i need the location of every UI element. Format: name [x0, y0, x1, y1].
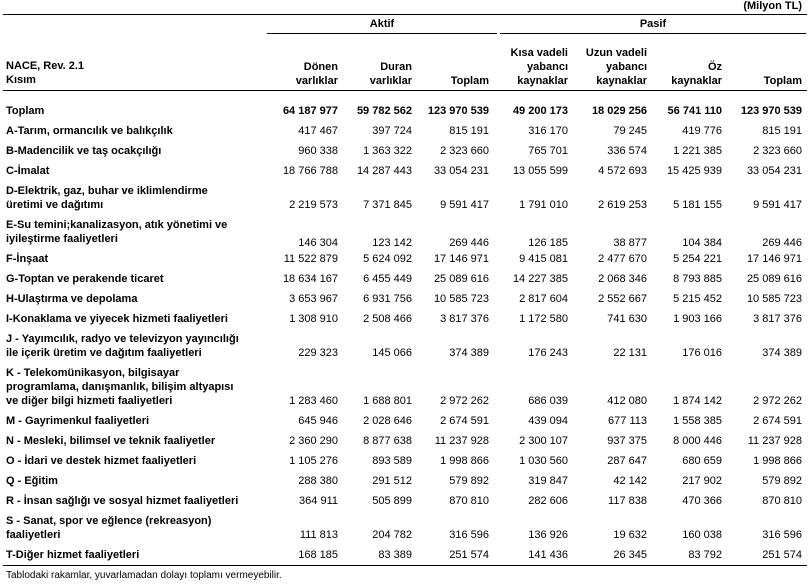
header-rule	[3, 90, 807, 91]
cell-col-4: 4 572 693	[598, 165, 647, 177]
cell-col-3: 686 039	[528, 395, 568, 407]
cell-col-1: 123 142	[372, 237, 412, 249]
cell-col-3: 2 817 604	[519, 293, 568, 305]
header-nace-line2: Kısım	[6, 74, 36, 86]
cell-col-5: 1 558 385	[673, 415, 722, 427]
column-header-line: kaynaklar	[517, 75, 568, 87]
cell-col-3: 319 847	[528, 475, 568, 487]
unit-label: (Milyon TL)	[743, 0, 802, 12]
row-label	[6, 366, 264, 408]
row-label	[6, 514, 264, 542]
cell-col-1: 291 512	[372, 475, 412, 487]
table-row	[0, 252, 810, 270]
cell-col-2: 374 389	[449, 347, 489, 359]
cell-col-2: 251 574	[449, 549, 489, 561]
row-label-line: K - Telekomünikasyon, bilgisayar	[6, 367, 180, 379]
cell-col-5: 56 741 110	[667, 105, 722, 117]
cell-col-4: 287 647	[607, 455, 647, 467]
table-row	[0, 474, 810, 492]
cell-col-2: 10 585 723	[433, 293, 489, 305]
cell-col-1: 14 287 443	[356, 165, 412, 177]
cell-col-5: 5 181 155	[673, 199, 722, 211]
cell-col-0: 417 467	[298, 125, 338, 137]
cell-col-4: 26 345	[613, 549, 647, 561]
cell-col-6: 374 389	[762, 347, 802, 359]
cell-col-3: 136 926	[528, 529, 568, 541]
group-header-aktif: Aktif	[369, 18, 395, 30]
cell-col-4: 336 574	[607, 145, 647, 157]
cell-col-6: 269 446	[762, 237, 802, 249]
column-header-line: Dönen	[303, 61, 338, 73]
cell-col-5: 5 254 221	[673, 253, 722, 265]
column-header-line: Öz	[707, 61, 722, 73]
cell-col-1: 1 363 322	[363, 145, 412, 157]
cell-col-5: 8 793 885	[673, 273, 722, 285]
table-row	[0, 494, 810, 512]
column-header-line: kaynaklar	[596, 75, 647, 87]
column-header-1	[370, 60, 412, 88]
row-label	[6, 548, 264, 562]
column-header-2	[451, 74, 489, 88]
column-header-line: Toplam	[763, 75, 802, 87]
cell-col-2: 269 446	[449, 237, 489, 249]
cell-col-5: 176 016	[682, 347, 722, 359]
cell-col-1: 145 066	[372, 347, 412, 359]
cell-col-2: 2 323 660	[440, 145, 489, 157]
cell-col-4: 2 068 346	[598, 273, 647, 285]
row-label	[6, 292, 264, 306]
cell-col-2: 3 817 376	[440, 313, 489, 325]
cell-col-2: 870 810	[449, 495, 489, 507]
cell-col-5: 8 000 446	[673, 435, 722, 447]
cell-col-6: 251 574	[762, 549, 802, 561]
cell-col-6: 11 237 928	[747, 435, 802, 447]
row-label-line: M - Gayrimenkul faaliyetleri	[6, 415, 150, 427]
table-row	[0, 434, 810, 452]
table-row	[0, 144, 810, 162]
cell-col-2: 17 146 971	[433, 253, 489, 265]
row-label	[6, 454, 264, 468]
cell-col-1: 505 899	[372, 495, 412, 507]
table-row	[0, 366, 810, 412]
cell-col-4: 79 245	[613, 125, 647, 137]
cell-col-1: 6 931 756	[363, 293, 412, 305]
cell-col-0: 288 380	[298, 475, 338, 487]
cell-col-2: 33 054 231	[433, 165, 489, 177]
row-label-line: B-Madencilik ve taş ocakçılığı	[6, 145, 162, 157]
cell-col-6: 870 810	[762, 495, 802, 507]
row-label-line: faaliyetleri	[6, 529, 61, 541]
row-label-line: O - İdari ve destek hizmet faaliyetleri	[6, 455, 197, 467]
cell-col-3: 282 606	[528, 495, 568, 507]
cell-col-3: 439 094	[528, 415, 568, 427]
cell-col-5: 1 903 166	[673, 313, 722, 325]
cell-col-2: 9 591 417	[440, 199, 489, 211]
column-header-line: Duran	[380, 61, 412, 73]
table-row	[0, 124, 810, 142]
column-header-line: kaynaklar	[671, 75, 722, 87]
row-label	[6, 494, 264, 508]
cell-col-0: 64 187 977	[282, 105, 338, 117]
cell-col-0: 2 360 290	[289, 435, 338, 447]
row-label-line: Q - Eğitim	[6, 475, 58, 487]
cell-col-6: 1 998 866	[753, 455, 802, 467]
cell-col-5: 104 384	[682, 237, 722, 249]
cell-col-0: 146 304	[298, 237, 338, 249]
cell-col-3: 1 030 560	[519, 455, 568, 467]
cell-col-6: 9 591 417	[753, 199, 802, 211]
cell-col-2: 1 998 866	[440, 455, 489, 467]
cell-col-0: 229 323	[298, 347, 338, 359]
cell-col-4: 42 142	[613, 475, 647, 487]
cell-col-3: 9 415 081	[519, 253, 568, 265]
cell-col-5: 15 425 939	[666, 165, 722, 177]
header-nace-line1: NACE, Rev. 2.1	[6, 60, 85, 72]
group-rule-aktif	[267, 33, 497, 34]
row-label	[6, 312, 264, 326]
cell-col-1: 83 389	[378, 549, 412, 561]
cell-col-4: 937 375	[607, 435, 647, 447]
cell-col-3: 1 172 580	[519, 313, 568, 325]
cell-col-6: 17 146 971	[746, 253, 802, 265]
table-row	[0, 548, 810, 566]
cell-col-1: 8 877 638	[363, 435, 412, 447]
column-header-line: varlıklar	[369, 75, 412, 87]
column-header-4	[586, 46, 647, 88]
table-row	[0, 164, 810, 182]
cell-col-3: 126 185	[528, 237, 568, 249]
cell-col-6: 2 323 660	[753, 145, 802, 157]
group-rule-pasif	[500, 33, 806, 34]
cell-col-2: 316 596	[449, 529, 489, 541]
row-label	[6, 144, 264, 158]
row-label-line: iyileştirme faaliyetleri	[6, 233, 118, 245]
cell-col-5: 217 902	[682, 475, 722, 487]
cell-col-0: 1 105 276	[289, 455, 338, 467]
row-label	[6, 124, 264, 138]
cell-col-0: 11 522 879	[283, 253, 338, 265]
cell-col-3: 14 227 385	[512, 273, 568, 285]
cell-col-6: 33 054 231	[746, 165, 802, 177]
cell-col-5: 83 792	[688, 549, 722, 561]
column-header-line: Uzun vadeli	[585, 47, 647, 59]
cell-col-2: 2 674 591	[440, 415, 489, 427]
table-row	[0, 514, 810, 546]
cell-col-2: 11 237 928	[434, 435, 489, 447]
cell-col-4: 2 552 667	[598, 293, 647, 305]
cell-col-1: 59 782 562	[356, 105, 412, 117]
column-header-line: Toplam	[450, 75, 489, 87]
row-label-line: J - Yayımcılık, radyo ve televizyon yayıncılığı	[6, 333, 239, 345]
cell-col-1: 2 028 646	[363, 415, 412, 427]
cell-col-5: 1 221 385	[673, 145, 722, 157]
bottom-rule	[3, 565, 807, 566]
cell-col-2: 123 970 539	[427, 105, 489, 117]
row-label-line: F-İnşaat	[6, 253, 49, 265]
cell-col-5: 470 366	[682, 495, 722, 507]
row-label	[6, 474, 264, 488]
cell-col-0: 3 653 967	[289, 293, 338, 305]
cell-col-3: 1 791 010	[519, 199, 568, 211]
cell-col-6: 2 972 262	[753, 395, 802, 407]
cell-col-4: 18 029 256	[591, 105, 647, 117]
cell-col-6: 815 191	[762, 125, 802, 137]
cell-col-6: 316 596	[762, 529, 802, 541]
table-row	[0, 104, 810, 122]
group-header-pasif: Pasif	[639, 18, 667, 30]
column-header-line: yabancı	[606, 61, 647, 73]
row-label-line: Toplam	[6, 105, 45, 117]
row-label-line: R - İnsan sağlığı ve sosyal hizmet faaliyetleri	[6, 495, 239, 507]
cell-col-6: 2 674 591	[753, 415, 802, 427]
header-nace	[6, 59, 84, 87]
cell-col-2: 2 972 262	[440, 395, 489, 407]
row-label	[6, 332, 264, 360]
cell-col-5: 160 038	[682, 529, 722, 541]
cell-col-1: 893 589	[372, 455, 412, 467]
cell-col-4: 22 131	[613, 347, 647, 359]
cell-col-0: 364 911	[299, 495, 338, 507]
cell-col-6: 123 970 539	[740, 105, 802, 117]
cell-col-3: 49 200 173	[512, 105, 568, 117]
cell-col-2: 579 892	[449, 475, 489, 487]
cell-col-0: 168 185	[298, 549, 338, 561]
row-label-line: N - Mesleki, bilimsel ve teknik faaliyetler	[6, 435, 216, 447]
table-row	[0, 312, 810, 330]
cell-col-0: 2 219 573	[289, 199, 338, 211]
row-label	[6, 272, 264, 286]
table-row	[0, 272, 810, 290]
cell-col-0: 1 308 910	[289, 313, 338, 325]
cell-col-4: 741 630	[607, 313, 647, 325]
cell-col-6: 3 817 376	[753, 313, 802, 325]
cell-col-1: 2 508 466	[363, 313, 412, 325]
column-header-3	[511, 46, 568, 88]
cell-col-1: 6 455 449	[363, 273, 412, 285]
cell-col-6: 579 892	[762, 475, 802, 487]
table-row	[0, 454, 810, 472]
column-header-6	[764, 74, 802, 88]
table-row	[0, 292, 810, 310]
cell-col-4: 19 632	[613, 529, 647, 541]
cell-col-1: 397 724	[372, 125, 412, 137]
cell-col-4: 677 113	[608, 415, 647, 427]
table-row	[0, 218, 810, 250]
cell-col-5: 419 776	[682, 125, 722, 137]
row-label	[6, 218, 264, 246]
row-label-line: programlama, danışmanlık, bilişim altyapısı	[6, 381, 234, 393]
cell-col-2: 25 089 616	[433, 273, 489, 285]
row-label-line: H-Ulaştırma ve depolama	[6, 293, 138, 305]
cell-col-3: 765 701	[528, 145, 568, 157]
cell-col-3: 316 170	[528, 125, 568, 137]
cell-col-4: 38 877	[613, 237, 647, 249]
cell-col-1: 7 371 845	[363, 199, 412, 211]
column-header-line: yabancı	[527, 61, 568, 73]
cell-col-3: 176 243	[528, 347, 568, 359]
top-rule	[3, 14, 807, 15]
cell-col-2: 815 191	[449, 125, 489, 137]
cell-col-1: 1 688 801	[363, 395, 412, 407]
row-label-line: S - Sanat, spor ve eğlence (rekreasyon)	[6, 515, 212, 527]
cell-col-0: 18 634 167	[282, 273, 338, 285]
row-label	[6, 104, 264, 118]
row-label	[6, 252, 264, 266]
cell-col-6: 25 089 616	[746, 273, 802, 285]
cell-col-5: 5 215 452	[673, 293, 722, 305]
column-header-0	[296, 60, 338, 88]
cell-col-4: 412 080	[607, 395, 647, 407]
cell-col-1: 204 782	[372, 529, 412, 541]
row-label	[6, 434, 264, 448]
cell-col-0: 18 766 788	[282, 165, 338, 177]
table-row	[0, 414, 810, 432]
cell-col-0: 645 946	[298, 415, 338, 427]
row-label-line: T-Diğer hizmet faaliyetleri	[6, 549, 140, 561]
column-header-line: varlıklar	[295, 75, 338, 87]
cell-col-3: 13 055 599	[512, 165, 568, 177]
row-label-line: üretimi ve dağıtımı	[6, 199, 104, 211]
row-label-line: G-Toptan ve perakende ticaret	[6, 273, 164, 285]
column-header-5	[671, 60, 722, 88]
cell-col-3: 141 436	[528, 549, 568, 561]
table-row	[0, 184, 810, 216]
cell-col-4: 117 838	[608, 495, 647, 507]
row-label	[6, 414, 264, 428]
row-label-line: ile içerik üretim ve dağıtım faaliyetleri	[6, 347, 202, 359]
row-label	[6, 164, 264, 178]
cell-col-5: 1 874 142	[673, 395, 722, 407]
cell-col-0: 960 338	[298, 145, 338, 157]
cell-col-5: 680 659	[682, 455, 722, 467]
cell-col-0: 1 283 460	[289, 395, 338, 407]
row-label-line: C-İmalat	[6, 165, 50, 177]
cell-col-6: 10 585 723	[746, 293, 802, 305]
row-label	[6, 184, 264, 212]
cell-col-3: 2 300 107	[519, 435, 568, 447]
row-label-line: A-Tarım, ormancılık ve balıkçılık	[6, 125, 173, 137]
cell-col-0: 111 813	[299, 529, 338, 541]
row-label-line: ve diğer bilgi hizmeti faaliyetleri	[6, 395, 173, 407]
footnote: Tablodaki rakamlar, yuvarlamadan dolayı toplamı vermeyebilir.	[6, 570, 282, 581]
cell-col-1: 5 624 092	[363, 253, 412, 265]
cell-col-4: 2 619 253	[598, 199, 647, 211]
row-label-line: I-Konaklama ve yiyecek hizmeti faaliyetleri	[6, 313, 228, 325]
row-label-line: D-Elektrik, gaz, buhar ve iklimlendirme	[6, 185, 208, 197]
column-header-line: Kısa vadeli	[510, 47, 568, 59]
row-label-line: E-Su temini;kanalizasyon, atık yönetimi ve	[6, 219, 228, 231]
cell-col-4: 2 477 670	[598, 253, 647, 265]
table-row	[0, 332, 810, 364]
